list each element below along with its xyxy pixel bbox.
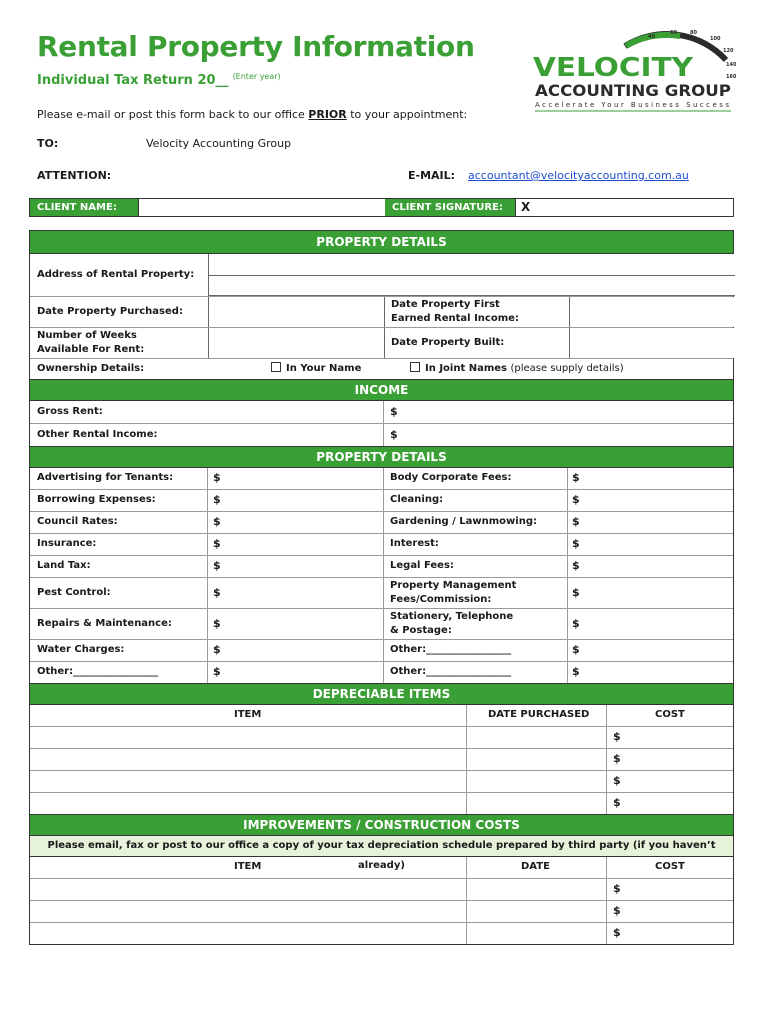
other-income-currency: $ [390,428,398,441]
expense-row [30,490,733,512]
date-purchased-field[interactable] [208,297,385,327]
expense-label: Gardening / Lawnmowing: [390,516,537,527]
expense-row [30,662,733,684]
currency-sign: $ [213,617,221,630]
depreciable-row[interactable] [30,771,733,793]
client-name-label: CLIENT NAME: [30,199,138,216]
first-income-field[interactable] [569,297,735,327]
expense-row [30,578,733,609]
currency-sign: $ [572,617,580,630]
expense-row [30,556,733,578]
gross-rent-label: Gross Rent: [37,406,103,417]
depreciable-row[interactable] [30,749,733,771]
expense-row [30,534,733,556]
intro-text: Please e-mail or post this form back to our office PRIOR to your appointment: [37,108,468,121]
section-property-details: PROPERTY DETAILS [30,231,733,254]
year-hint: (Enter year) [232,72,281,81]
address-row [30,254,733,297]
expense-label: Repairs & Maintenance: [37,618,172,629]
expense-label: Council Rates: [37,516,118,527]
address-label: Address of Rental Property: [37,269,195,280]
col-date-header: DATE [521,861,550,872]
weeks-field[interactable] [208,328,385,358]
currency-sign: $ [613,882,621,895]
expense-row [30,468,733,490]
improvements-row[interactable] [30,879,733,901]
col-date-purchased-header: DATE PURCHASED [488,709,590,720]
ownership-label: Ownership Details: [37,363,145,374]
email-link[interactable]: accountant@velocityaccounting.com.au [468,169,689,182]
improvements-row[interactable] [30,923,733,944]
expense-label: Insurance: [37,538,97,549]
other-income-row [30,424,733,447]
checkbox-icon[interactable] [410,362,420,372]
depreciable-row[interactable] [30,727,733,749]
depreciable-row[interactable] [30,793,733,815]
expense-label: Borrowing Expenses: [37,494,156,505]
attention-label: ATTENTION: [37,169,112,182]
signature-x-mark: X [521,200,531,214]
expense-row [30,512,733,534]
client-signature-label: CLIENT SIGNATURE: [385,199,515,216]
currency-sign: $ [572,493,580,506]
gauge-tick: 160 [726,74,736,80]
weeks-label: Number of Weeks Available For Rent: [37,330,145,355]
currency-sign: $ [213,537,221,550]
col-cost-header: COST [655,709,685,720]
velocity-logo [530,26,736,112]
depreciable-header-row [30,705,733,727]
expense-label: Other:_________________ [390,644,512,655]
address-field-1[interactable] [208,254,735,276]
improvements-header-row [30,857,733,879]
checkbox-icon[interactable] [271,362,281,372]
expense-label: Advertising for Tenants: [37,472,174,483]
address-field-2[interactable] [208,275,735,296]
currency-sign: $ [572,515,580,528]
expense-table [30,468,733,684]
expense-row [30,609,733,640]
gross-rent-currency: $ [390,405,398,418]
currency-sign: $ [213,643,221,656]
other-income-label: Other Rental Income: [37,429,158,440]
currency-sign: $ [572,559,580,572]
joint-note: (please supply details) [510,363,624,374]
currency-sign: $ [613,796,621,809]
page-subtitle [37,73,281,88]
currency-sign: $ [613,730,621,743]
currency-sign: $ [613,774,621,787]
currency-sign: $ [613,752,621,765]
first-income-label: Date Property First Earned Rental Income: [391,299,519,324]
ownership-row [30,359,733,379]
currency-sign: $ [613,926,621,939]
expense-label: Stationery, Telephone & Postage: [390,611,514,636]
gauge-tick: 80 [690,30,697,36]
col-item-header: ITEM [234,861,262,872]
currency-sign: $ [613,904,621,917]
currency-sign: $ [572,471,580,484]
prior-emphasis: PRIOR [308,108,347,121]
own-name-option[interactable]: In Your Name [271,362,361,376]
expense-label: Cleaning: [390,494,444,505]
client-name-field[interactable] [138,199,416,216]
currency-sign: $ [572,665,580,678]
expense-label: Pest Control: [37,587,111,598]
client-signature-field[interactable] [515,199,733,216]
date-built-field[interactable] [569,328,735,358]
improvements-row[interactable] [30,901,733,923]
col-cost-header: COST [655,861,685,872]
currency-sign: $ [213,665,221,678]
expense-label: Legal Fees: [390,560,454,571]
col-item-header: ITEM [234,709,262,720]
logo-tagline: Accelerate Your Business Success [535,101,729,109]
logo-word-accounting: ACCOUNTING GROUP [535,81,732,100]
section-depreciable-items: DEPRECIABLE ITEMS [30,684,733,705]
gauge-tick: 40 [648,34,655,40]
client-row [29,198,734,217]
section-income: INCOME [30,379,733,401]
logo-word-velocity: VELOCITY [533,53,695,83]
gauge-tick: 140 [726,62,736,68]
currency-sign: $ [213,559,221,572]
gauge-tick: 60 [670,30,677,36]
rental-form [29,230,734,945]
date-purchased-row [30,297,733,328]
expense-label: Other:_________________ [390,666,512,677]
currency-sign: $ [572,586,580,599]
expense-label: Interest: [390,538,439,549]
joint-names-option[interactable]: In Joint Names (please supply details) [410,362,624,376]
return-year-label: Individual Tax Return 20__ [37,73,229,88]
date-purchased-label: Date Property Purchased: [37,306,183,317]
currency-sign: $ [213,586,221,599]
gross-rent-field[interactable] [384,401,735,422]
email-label: E-MAIL: [408,169,456,182]
other-income-field[interactable] [384,424,735,445]
expense-label: Other:_________________ [37,666,159,677]
expense-label: Body Corporate Fees: [390,472,512,483]
to-label: TO: [37,137,59,150]
currency-sign: $ [572,537,580,550]
expense-row [30,640,733,662]
currency-sign: $ [572,643,580,656]
currency-sign: $ [213,471,221,484]
gauge-tick: 100 [710,36,721,42]
currency-sign: $ [213,515,221,528]
section-improvements: IMPROVEMENTS / CONSTRUCTION COSTS [30,815,733,836]
expense-label: Water Charges: [37,644,125,655]
to-value: Velocity Accounting Group [146,137,292,150]
improvements-notice: Please email, fax or post to our office a copy of your tax depreciation schedule prepared by third party (if you haven’t already) [30,836,733,857]
date-built-label: Date Property Built: [391,337,505,348]
expense-label: Land Tax: [37,560,91,571]
page-title: Rental Property Information [37,30,475,63]
section-expenses: PROPERTY DETAILS [30,447,733,468]
currency-sign: $ [213,493,221,506]
expense-label: Property Management Fees/Commission: [390,580,517,605]
gauge-tick: 120 [723,48,734,54]
gross-rent-row [30,401,733,424]
weeks-row [30,328,733,359]
